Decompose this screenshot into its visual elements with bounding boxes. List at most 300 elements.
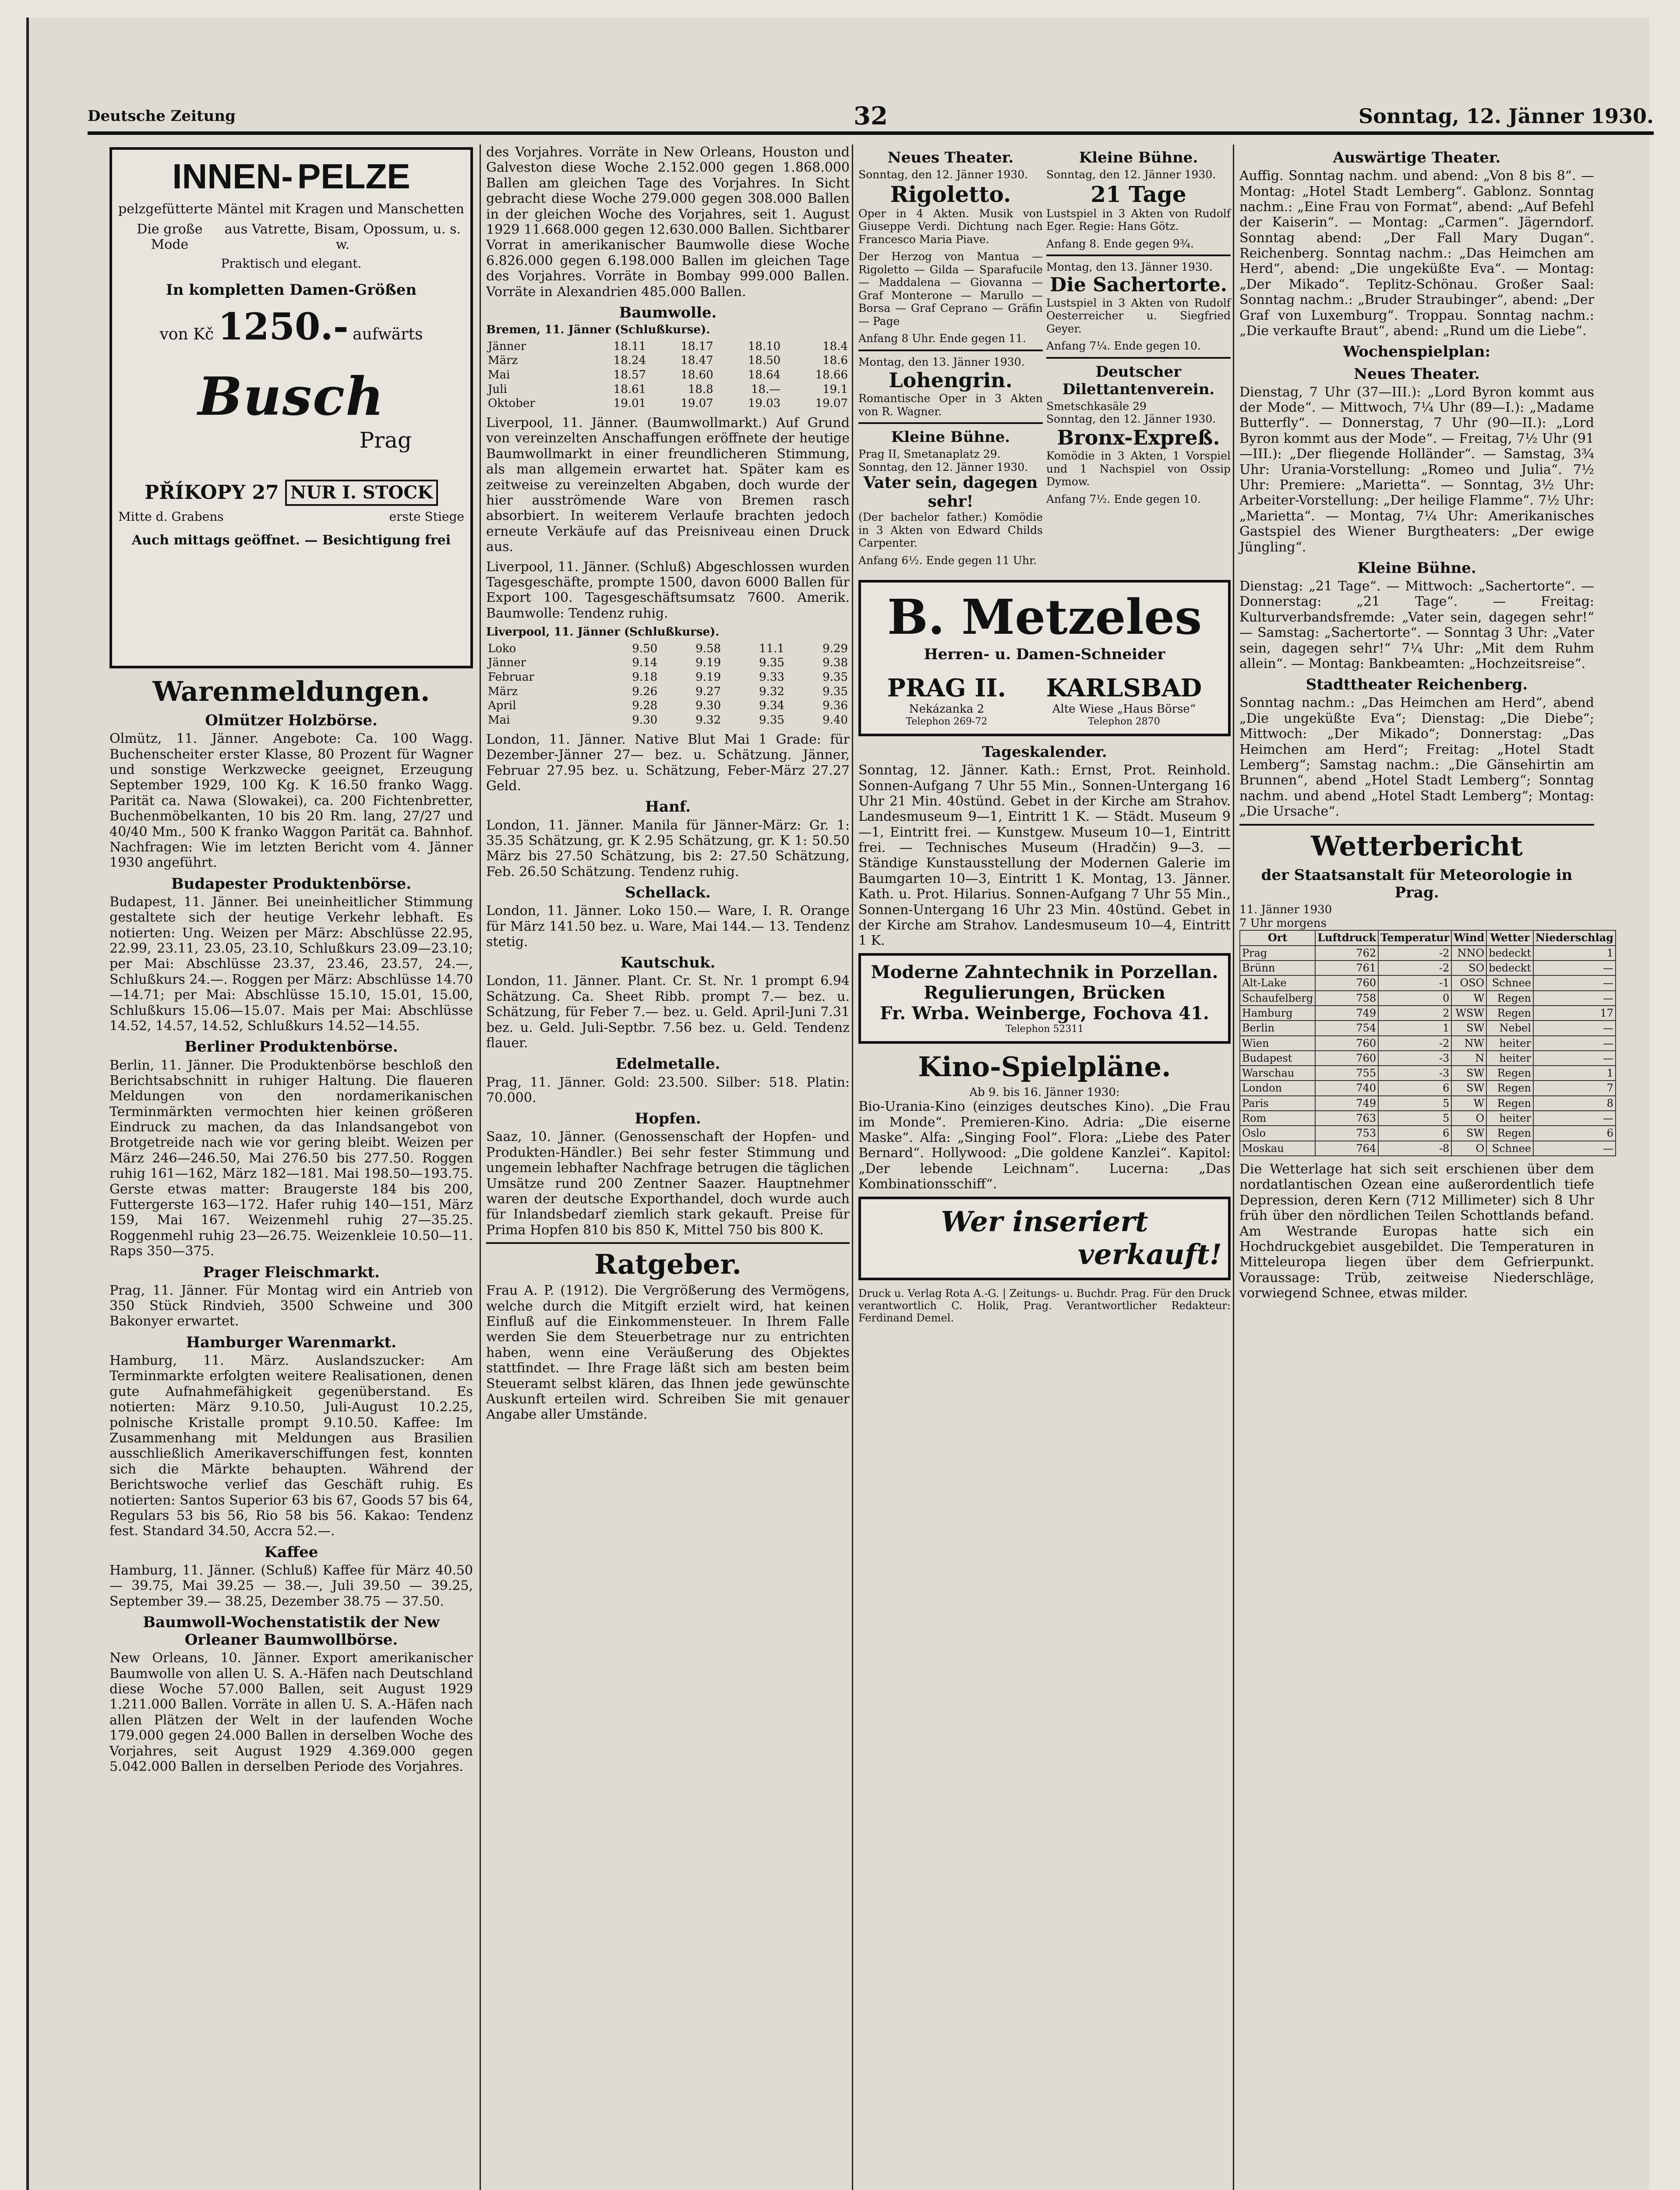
table-cell: 18.17 (681, 339, 713, 353)
article-text: Budapest, 11. Jänner. Bei uneinheitlicher Stimmung gestaltete sich der heutige Verkehr lebhaft. Es notierten: Ung. Weizen per März: Abschlüsse 22.95, 22.99, 23.11, 23.05, 23.10, Schlußkurs 23.09—23.10; per Mai: Abschlüsse 23.37, 23.46, 23.57, 24.—, Schlußkurs 24.—. Roggen per März: Abschlüsse 14.70—14.71; per Mai: Abschlüsse 15.10, 15.01, 15.00, Schlußkurs 15.06—15.07. Mais per Mai: Abschlüsse 14.52, 14.57, 14.52, Schlußkurs 14.52—14.55. (109, 894, 473, 1034)
table-row (1240, 1081, 1616, 1095)
table-cell: Schnee (1486, 975, 1533, 990)
ad-line: Moderne Zahntechnik in Porzellan. Regulierungen, Brücken (871, 961, 1218, 1003)
table-cell: 0 (1378, 991, 1451, 1006)
table-row (486, 670, 850, 685)
table-cell: 761 (1315, 961, 1378, 975)
table-cell: heiter (1486, 1051, 1533, 1066)
table-cell: 18.61 (613, 382, 646, 396)
page-header (88, 101, 1654, 135)
table-cell: O (1451, 1111, 1486, 1126)
theater-date: Sonntag, den 12. Jänner 1930. (1046, 413, 1216, 426)
ad-subtitle: Herren- u. Damen-Schneider (924, 646, 1165, 664)
table-row (1240, 1036, 1616, 1051)
table-cell: 18.50 (748, 354, 781, 367)
ad-line: aus Vatrette, Bisam, Opossum, u. s. w. (224, 221, 461, 253)
theater-info: Romantische Oper in 3 Akten von R. Wagner. (858, 392, 1043, 418)
table-cell: Paris (1240, 1096, 1315, 1111)
table-cell: 1 (1533, 946, 1616, 961)
article-text: Sonntag nachm.: „Das Heimchen am Herd“, abend „Die ungeküßte Eva“; Dienstag: „Die Diebe“; Mittwoch: „Der Mikado“; Donnerstag: „Das Heimchen am Herd“; Freitag: „Hotel Stadt Lemberg“; Samstag nachm.: „Die Gänsehirtin am Brunnen“, abend „Hotel Stadt Lemberg“; Sonntag nachm. und abend „Hotel Stadt Lemberg“; Montag: „Die Ursache“. (1239, 695, 1594, 819)
section-title: Ratgeber. (594, 1248, 741, 1281)
article-text: Liverpool, 11. Jänner. (Schluß) Abgeschlossen wurden Tagesgeschäfte, prompte 1500, davon 6000 Ballen für Export 100. Tagesgeschäftsumsatz 7600. Amerik. Baumwolle: Tendenz ruhig. (486, 559, 850, 621)
table-cell: Mai (488, 714, 510, 727)
table-cell: 754 (1315, 1021, 1378, 1035)
table-cell: 9.35 (759, 714, 785, 727)
header-page-number: 32 (854, 102, 888, 131)
table-cell: 9.34 (759, 699, 785, 713)
table-cell: Loko (488, 642, 516, 655)
weather-date: 11. Jänner 1930 (1239, 903, 1332, 916)
theater-play: 21 Tage (1091, 181, 1186, 207)
table-cell: Regen (1486, 1126, 1533, 1141)
table-cell: 5 (1378, 1111, 1451, 1126)
subsection-title: Hamburger Warenmarkt. (186, 1333, 397, 1351)
table-cell: SW (1451, 1126, 1486, 1141)
theater-programs (858, 145, 1231, 567)
ad-city: KARLSBAD (1046, 674, 1202, 703)
subsection-title: Kautschuk. (620, 954, 716, 972)
article-text: Hamburg, 11. März. Auslandszucker: Am Terminmarkte erfolgten weitere Realisationen, denen gute Aufnahmefähigkeit gegenüberstand. Es notierten: März 9.10.50, Juli-August 10.2.25, polnische Kristalle prompt 9.10.50. Kaffee: Im Zusammenhang mit Meldungen aus Brasilien ausschließlich Amerikaverschiffungen fest, konnten sich die Märkte behaupten. Während der Berichtswoche verlief das Geschäft ruhig. Es notierten: Santos Superior 63 bis 67, Goods 57 bis 64, Regulars 53 bis 56, Rio 58 bis 56. Kakao: Tendenz fest. Standard 34.50, Accra 52.—. (109, 1353, 473, 1539)
table-cell: -2 (1378, 946, 1451, 961)
theater-begin: Anfang 6½. Ende gegen 11 Uhr. (858, 554, 1037, 567)
weather-title: Wetterbericht (1311, 830, 1523, 862)
table-cell: Regen (1486, 991, 1533, 1006)
ad-address: Nekázanka 2 (909, 703, 985, 716)
table-cell: O (1451, 1141, 1486, 1156)
table-cell: 11.1 (759, 642, 785, 655)
table-cell: 18.8 (688, 382, 713, 396)
table-cell: — (1533, 1111, 1616, 1126)
column-divider (852, 145, 853, 2190)
theater-play: Lohengrin. (889, 368, 1013, 392)
divider (1046, 357, 1231, 359)
table-cell: W (1451, 991, 1486, 1006)
article-text: Berlin, 11. Jänner. Die Produktenbörse beschloß den Berichtsabschnitt in ruhiger Haltung. Die flaueren Meldungen von den nordamerikanischen Terminmärkten vermochten hier keinen größeren Eindruck zu machen, da das Inlandsangebot von Brotgetreide nach wie vor gering bleibt. Weizen per März 246—246.50, Mai 276.50 bis 277.50. Roggen ruhig 161—162, März 182—181. Mai 198.50—193.75. Gerste etwas matter: Braugerste 184 bis 200, Futtergerste 163—172. Hafer ruhig 140—151, März 159, Mai 167. Weizenmehl ruhig 27—35.25. Roggenmehl ruhig 23—26.75. Weizenkleie 10.50—11. Raps 350—375. (109, 1057, 473, 1259)
theater-info: Oper in 4 Akten. Musik von Giuseppe Verdi. Dichtung nach Francesco Maria Piave. (858, 207, 1043, 246)
table-header: Wind (1451, 930, 1486, 945)
table-row (486, 396, 850, 411)
table-cell: 8 (1533, 1096, 1616, 1111)
table-cell: OSO (1451, 975, 1486, 990)
table-cell: heiter (1486, 1036, 1533, 1051)
theater-info: Komödie in 3 Akten, 1 Vorspiel und 1 Nachspiel von Ossip Dymow. (1046, 449, 1231, 488)
table-cell: 9.14 (632, 656, 658, 670)
table-cell: 9.30 (695, 699, 721, 713)
table-cell: 9.26 (632, 685, 658, 698)
ad-title-pelze: PELZE (297, 157, 410, 196)
theater-date: Montag, den 13. Jänner 1930. (1046, 261, 1213, 274)
ad-phone: Telephon 269-72 (906, 716, 988, 728)
table-cell: Brünn (1240, 961, 1315, 975)
table-cell: Moskau (1240, 1141, 1315, 1156)
subsection-title: Hanf. (645, 798, 691, 816)
table-cell: Prag (1240, 946, 1315, 961)
subsection-title: Prager Fleischmarkt. (203, 1263, 380, 1281)
table-cell: London (1240, 1081, 1315, 1095)
column-divider (1233, 145, 1234, 2190)
column-4 (1239, 145, 1614, 2190)
table-cell: SW (1451, 1021, 1486, 1035)
table-cell: 9.40 (822, 714, 848, 727)
ad-title-innen: INNEN- (172, 157, 293, 196)
article-text: Dienstag, 7 Uhr (37—III.): „Lord Byron kommt aus der Mode“. — Mittwoch, 7¼ Uhr (89—I.): „Madame Butterfly“. — Donnerstag, 7 Uhr (90—II.): „Lord Byron kommt aus der Mode“. — Freitag, 7½ Uhr (91—III.): „Der fliegende Holländer“. — Samstag, 3¾ Uhr: Urania-Vorstellung: „Romeo und Julia“. 7½ Uhr: Premiere: „Marietta“. — Sonntag, 3½ Uhr: Arbeiter-Vorstellung: „Der heilige Flamme“. 7½ Uhr: „Marietta“. — Montag, 7¼ Uhr: Amerikanisches Gastspiel des Wiener Burgtheaters: „Der ewige Jüngling“. (1239, 384, 1594, 555)
table-cell: 755 (1315, 1066, 1378, 1081)
article-text: London, 11. Jänner. Loko 150.— Ware, I. R. Orange für März 141.50 bez. u. Ware, Mai 144.— 13. Tendenz stetig. (486, 903, 850, 950)
table-row (1240, 1066, 1616, 1081)
table-row (486, 368, 850, 382)
table-row (1240, 1021, 1616, 1035)
table-row (486, 339, 850, 354)
theater-date: Sonntag, den 12. Jänner 1930. (858, 460, 1028, 473)
ad-city: PRAG II. (887, 674, 1006, 703)
table-cell: 5 (1378, 1096, 1451, 1111)
table-cell: 9.35 (822, 685, 848, 698)
table-cell: 7 (1533, 1081, 1616, 1095)
ad-floor: NUR I. STOCK (285, 480, 438, 505)
table-cell: SW (1451, 1081, 1486, 1095)
zahntechnik-ad (858, 953, 1231, 1044)
table-cell: 758 (1315, 991, 1378, 1006)
column-1 (109, 145, 473, 2190)
table-cell: Schaufelberg (1240, 991, 1315, 1006)
theater-play: Rigoletto. (890, 181, 1011, 207)
table-cell: 19.03 (748, 397, 781, 410)
table-cell: 9.18 (632, 671, 658, 684)
subsection-title: Kleine Bühne. (1357, 559, 1476, 577)
table-cell: — (1533, 1051, 1616, 1066)
weather-subtitle: der Staatsanstalt für Meteorologie in Prag. (1261, 866, 1573, 901)
theater-begin: Anfang 7½. Ende gegen 10. (1046, 492, 1201, 505)
column-2 (486, 145, 850, 2190)
column-divider (480, 145, 481, 2190)
theater-info: Lustspiel in 3 Akten von Rudolf Eger. Regie: Hans Götz. (1046, 207, 1231, 233)
subsection-title: Olmützer Holzbörse. (205, 712, 378, 730)
theater-title: Neues Theater. (887, 149, 1014, 166)
table-cell: 18.10 (748, 339, 781, 353)
theater-date: Sonntag, den 12. Jänner 1930. (1046, 168, 1216, 181)
table-cell: — (1533, 1036, 1616, 1051)
section-title: Warenmeldungen. (152, 675, 430, 707)
table-cell: 9.28 (632, 699, 658, 713)
ad-stairs: erste Stiege (389, 509, 464, 524)
ad-line: verkauft! (1077, 1238, 1222, 1272)
table-cell: 6 (1533, 1126, 1616, 1141)
table-cell: SW (1451, 1066, 1486, 1081)
subsection-title: Schellack. (625, 884, 711, 902)
ad-price-prefix: von Kč (159, 325, 214, 343)
weather-time: 7 Uhr morgens (1239, 916, 1327, 930)
table-cell: Wien (1240, 1036, 1315, 1051)
table-cell: 9.58 (695, 642, 721, 655)
price-table-bremen (486, 339, 850, 411)
busch-fur-ad (109, 147, 473, 668)
table-cell: SO (1451, 961, 1486, 975)
article-text: New Orleans, 10. Jänner. Export amerikanischer Baumwolle von allen U. S. A.-Häfen nach Deutschland diese Woche 57.000 Ballen, seit August 1929 1.211.000 Ballen. Vorräte in allen U. S. A.-Häfen nach allen Plätzen der Welt in der laufenden Woche 179.000 gegen 24.000 Ballen in derselben Woche des Vorjahres, seit August 1929 4.369.000 gegen 5.042.000 Ballen in derselben Periode des Vorjahres. (109, 1650, 473, 1774)
table-cell: bedeckt (1486, 961, 1533, 975)
table-cell: 18.— (751, 382, 781, 396)
ad-address: Alte Wiese „Haus Börse“ (1052, 703, 1196, 716)
table-cell: Juli (488, 382, 507, 396)
section-title: Auswärtige Theater. (1333, 149, 1501, 166)
table-header: Niederschlag (1533, 930, 1616, 945)
table-row (486, 685, 850, 699)
table-cell: -2 (1378, 961, 1451, 975)
table-cell: NW (1451, 1036, 1486, 1051)
article-text: Bio-Urania-Kino (einziges deutsches Kino). „Die Frau im Monde“. Premieren-Kino. Adria: „Die eiserne Maske“. Alfa: „Singing Fool“. Flora: „Liebe des Pater Bernard“. Hollywood: „Die goldene Kanzlei“. Kapitol: „Der lebende Leichnam“. Lucerna: „Das Kombinationsschiff“. (858, 1099, 1231, 1192)
table-cell: 19.07 (681, 397, 713, 410)
table-cell: 762 (1315, 946, 1378, 961)
table-cell: 1 (1533, 1066, 1616, 1081)
table-row (1240, 1111, 1616, 1126)
ad-city: Prag (359, 427, 412, 453)
subsection-title: Budapester Produktenbörse. (171, 875, 412, 893)
table-cell: Hamburg (1240, 1006, 1315, 1021)
table-title: Bremen, 11. Jänner (Schlußkurse). (486, 323, 710, 337)
ad-phone: Telephon 52311 (1005, 1024, 1084, 1035)
table-cell: 9.32 (695, 714, 721, 727)
table-cell: — (1533, 961, 1616, 975)
table-cell: 18.4 (822, 339, 848, 353)
table-cell: Warschau (1240, 1066, 1315, 1081)
theater-play: Bronx-Expreß. (1057, 425, 1220, 449)
theater-play: Die Sachertorte. (1050, 273, 1227, 296)
article-text: Saaz, 10. Jänner. (Genossenschaft der Hopfen- und Produkten-Händler.) Bei sehr fester Stimmung und ungemein lebhafter Nachfrage betrugen die täglichen Umsätze rund 200 Zentner Saazer. Hauptnehmer waren der deutsche Exporthandel, doch wurde auch für Inlandsbedarf ziemlich stark gekauft. Preise für Prima Hopfen 810 bis 850 K, Mittel 750 bis 800 K. (486, 1129, 850, 1238)
table-row (486, 382, 850, 397)
table-cell: heiter (1486, 1111, 1533, 1126)
header-date: Sonntag, 12. Jänner 1930. (1358, 104, 1654, 128)
table-cell: 18.60 (681, 368, 713, 382)
subsection-title: Edelmetalle. (615, 1055, 720, 1073)
table-header: Ort (1240, 930, 1315, 945)
ad-price: 1250.- (218, 304, 349, 348)
table-cell: 9.35 (822, 671, 848, 684)
table-cell: 18.64 (748, 368, 781, 382)
table-row (1240, 1006, 1616, 1021)
column-3 (858, 145, 1231, 2190)
theater-begin: Anfang 8 Uhr. Ende gegen 11. (858, 332, 1026, 345)
table-cell: April (488, 699, 516, 713)
table-cell: Februar (488, 671, 534, 684)
table-cell: — (1533, 1021, 1616, 1035)
article-text: London, 11. Jänner. Native Blut Mai 1 Grade: für Dezember-Jänner 27— bez. u. Schätzung. Jänner, Februar 27.95 bez. u. Schätzung, Feber-März 27.27 Geld. (486, 731, 850, 794)
table-cell: Oktober (488, 397, 535, 410)
ad-line: Die große Mode (137, 221, 203, 253)
section-title: Tageskalender. (982, 743, 1107, 761)
table-cell: NNO (1451, 946, 1486, 961)
ad-near: Mitte d. Grabens (118, 509, 224, 524)
table-cell: Schnee (1486, 1141, 1533, 1156)
weather-table (1239, 930, 1616, 1156)
ad-price-suffix: aufwärts (353, 325, 423, 343)
table-cell: 9.32 (759, 685, 785, 698)
table-cell: Alt-Lake (1240, 975, 1315, 990)
table-cell: 9.30 (632, 714, 658, 727)
table-cell: 749 (1315, 1006, 1378, 1021)
table-row (1240, 975, 1616, 990)
inserat-ad (858, 1197, 1231, 1280)
article-text: Sonntag, 12. Jänner. Kath.: Ernst, Prot. Reinhold. Sonnen-Aufgang 7 Uhr 55 Min., Sonnen-Untergang 16 Uhr 21 Min. 40stünd. Gebet in der Kirche am Strahov. Landesmuseum 9—1, Eintritt 1 K. — Städt. Museum 9—1, Eintritt frei. — Kunstgew. Museum 10—1, Eintritt frei. — Technisches Museum (Hradčin) 9—3. — Ständige Kunstausstellung der Modernen Galerie im Baumgarten 10—3, Eintritt 1 K. Montag, 13. Jänner. Kath. u. Prot. Hilarius. Sonnen-Aufgang 7 Uhr 55 Min., Sonnen-Untergang 16 Uhr 23 Min. 40stünd. Gebet in der Kirche am Strahov. Landesmuseum 10—4, Eintritt 1 K. (858, 763, 1231, 949)
theater-date: Montag, den 13. Jänner 1930. (858, 355, 1025, 368)
theater-info: (Der bachelor father.) Komödie in 3 Akten von Edward Childs Carpenter. (858, 511, 1043, 550)
table-cell: Regen (1486, 1066, 1533, 1081)
table-row (486, 656, 850, 670)
table-row (486, 353, 850, 368)
table-row (1240, 1126, 1616, 1141)
table-cell: 9.35 (759, 656, 785, 670)
theater-cast: Der Herzog von Mantua — Rigoletto — Gilda — Sparafucile — Maddalena — Giovanna — Graf Monterone — Marullo — Borsa — Graf Ceprano — Gräfin — Page (858, 250, 1043, 328)
table-cell: Oslo (1240, 1126, 1315, 1141)
subsection-title: Baumwolle. (619, 304, 717, 321)
table-cell: März (488, 685, 518, 698)
subsection-title: Hopfen. (635, 1110, 701, 1128)
table-cell: 18.66 (815, 368, 848, 382)
table-cell: 17 (1533, 1006, 1616, 1021)
article-text: Hamburg, 11. Jänner. (Schluß) Kaffee für März 40.50 — 39.75, Mai 39.25 — 38.—, Juli 39.50 — 39.25, September 39.— 38.25, Dezember 38.75 — 37.50. (109, 1562, 473, 1609)
table-cell: -2 (1378, 1036, 1451, 1051)
article-text: Olmütz, 11. Jänner. Angebote: Ca. 100 Wagg. Buchenscheiter erster Klasse, 80 Prozent für Wagner und sonstige Werkzwecke geeignet, Erzeugung September 1929, 100 Kg. K 16.50 franko Wagg. Parität ca. Nawa (Slowakei), ca. 200 Fichtenbretter, Buchenmöbelkanten, 10 bis 20 Rm. lang, 27/27 und 40/40 Mm., 500 K franko Waggon Parität ca. Bahnhof. Nachfragen: Wie im letzten Bericht vom 4. Jänner 1930 angeführt. (109, 731, 473, 871)
subsection-title: Berliner Produktenbörse. (184, 1038, 398, 1056)
table-cell: 764 (1315, 1141, 1378, 1156)
table-cell: 19.07 (815, 397, 848, 410)
table-cell: Budapest (1240, 1051, 1315, 1066)
ad-brand-busch: Busch (198, 365, 385, 427)
table-cell: Mai (488, 368, 510, 382)
header-paper-name: Deutsche Zeitung (88, 107, 236, 125)
divider (486, 1242, 850, 1244)
article-text: Liverpool, 11. Jänner. (Baumwollmarkt.) Auf Grund von vereinzelten Anschaffungen eröffnete der heutige Baumwollmarkt in einer freundlicheren Stimmung, als man allgemein erwartet hat. Später kam es zeitweise zu vereinzelten Abgaben, doch wurde der hier ausströmende Ware von Bremen rasch absorbiert. In weiterem Verlaufe brachten jedoch erneute Verkäufe auf das Preisniveau einen Druck aus. (486, 415, 850, 555)
article-text: des Vorjahres. Vorräte in New Orleans, Houston und Galveston diese Woche 2.152.000 gegen 1.868.000 Ballen am gleichen Tage des Vorjahres. In Sicht gebracht diese Woche 279.000 gegen 308.000 Ballen in der gleichen Woche des Vorjahres, seit 1. August 1929 11.668.000 gegen 12.630.000 Ballen. Sichtbarer Vorrat in amerikanischer Baumwolle diese Woche 6.826.000 gegen 6.198.000 Ballen im gleichen Tage des Vorjahres. Vorräte in Bombay 999.000 Ballen. Vorräte in Alexandrien 485.000 Ballen. (486, 145, 850, 300)
table-cell: 740 (1315, 1081, 1378, 1095)
table-cell: W (1451, 1096, 1486, 1111)
table-cell: — (1533, 975, 1616, 990)
table-cell: 753 (1315, 1126, 1378, 1141)
table-row (1240, 946, 1616, 961)
table-cell: 1 (1378, 1021, 1451, 1035)
table-row (1240, 1051, 1616, 1066)
table-cell: Regen (1486, 1081, 1533, 1095)
table-cell: WSW (1451, 1006, 1486, 1021)
metzeles-ad (858, 580, 1231, 736)
table-cell: 9.27 (695, 685, 721, 698)
theater-title: Kleine Bühne. (1079, 149, 1198, 166)
table-row (1240, 991, 1616, 1006)
subsection-title: Baumwoll-Wochenstatistik der New Orleaner Baumwollbörse. (143, 1613, 440, 1649)
table-cell: 9.50 (632, 642, 658, 655)
table-row (1240, 1141, 1616, 1156)
subsection-title: Stadttheater Reichenberg. (1306, 676, 1528, 694)
table-cell: 9.29 (822, 642, 848, 655)
article-text: Prag, 11. Jänner. Für Montag wird ein Antrieb von 350 Stück Rindvieh, 3500 Schweine und 300 Bakonyer erwartet. (109, 1282, 473, 1329)
ad-note: Auch mittags geöffnet. — Besichtigung frei (131, 532, 451, 548)
theater-play: Vater sein, dagegen sehr! (863, 473, 1038, 511)
table-row (486, 642, 850, 656)
table-cell: 760 (1315, 975, 1378, 990)
ad-line: Wer inseriert (941, 1205, 1148, 1238)
ad-line: Fr. Wrba. Weinberge, Fochova 41. (880, 1003, 1209, 1024)
divider (1239, 824, 1594, 826)
table-cell: -8 (1378, 1141, 1451, 1156)
kino-dates: Ab 9. bis 16. Jänner 1930: (969, 1085, 1120, 1099)
ad-line: Praktisch und elegant. (221, 256, 362, 271)
subsection-title: Neues Theater. (1354, 365, 1480, 383)
table-cell: März (488, 354, 518, 367)
theater-date: Sonntag, den 12. Jänner 1930. (858, 168, 1028, 181)
theater-title: Kleine Bühne. (891, 428, 1010, 446)
ad-line: pelzgefütterte Mäntel (118, 201, 264, 217)
section-title: Kino-Spielpläne. (918, 1051, 1171, 1083)
table-row (486, 713, 850, 728)
divider (858, 422, 1043, 424)
table-row (486, 699, 850, 713)
table-header: Wetter (1486, 930, 1533, 945)
table-cell: 2 (1378, 1006, 1451, 1021)
theater-begin: Anfang 7¼. Ende gegen 10. (1046, 339, 1201, 353)
table-cell: 9.36 (822, 699, 848, 713)
table-cell: 18.6 (822, 354, 848, 367)
table-cell: 9.38 (822, 656, 848, 670)
table-cell: 763 (1315, 1111, 1378, 1126)
table-cell: 6 (1378, 1126, 1451, 1141)
ad-line: In kompletten Damen-Größen (166, 281, 417, 299)
table-cell: 18.47 (681, 354, 713, 367)
table-cell: 9.33 (759, 671, 785, 684)
ad-phone: Telephon 2870 (1088, 716, 1160, 728)
table-header: Temperatur (1378, 930, 1451, 945)
kleine-buehne-listing (1046, 145, 1231, 567)
imprint: Druck u. Verlag Rota A.-G. | Zeitungs- u. Buchdr. Prag. Für den Druck verantwortlich C. Holik, Prag. Verantwortlicher Redakteur: Ferdinand Demel. (858, 1287, 1231, 1325)
table-cell: 19.01 (613, 397, 646, 410)
ad-name: B. Metzeles (887, 589, 1202, 646)
table-cell: 9.19 (695, 671, 721, 684)
article-text: Prag, 11. Jänner. Gold: 23.500. Silber: 518. Platin: 70.000. (486, 1074, 850, 1106)
table-cell: 760 (1315, 1036, 1378, 1051)
theater-place: Smetschkasäle 29 (1046, 399, 1147, 413)
table-cell: -3 (1378, 1051, 1451, 1066)
table-row (1240, 961, 1616, 975)
article-text: Auffig. Sonntag nachm. und abend: „Von 8 bis 8“. — Montag: „Hotel Stadt Lemberg“. Gablonz. Sonntag nachm.: „Eine Frau von Format“, abend: „Auf Befehl der Kaiserin“. — Montag: „Carmen“. Jägerndorf. Sonntag abend: „Der Fall Mary Dugan“. Reichenberg. Sonntag nachm.: „Das Heimchen am Herd“, abend: „Die ungeküßte Eva“. — Montag: „Der Mikado“. Teplitz-Schönau. Großer Saal: Sonntag nachm.: „Bruder Straubinger“, abend: „Der Graf von Luxemburg“. Troppau. Sonntag nachm.: „Die verkaufte Braut“, abend: „Rund um die Liebe“. (1239, 168, 1594, 339)
ad-street: PŘÍKOPY 27 (145, 481, 279, 504)
table-cell: — (1533, 991, 1616, 1006)
table-cell: Jänner (488, 656, 526, 670)
table-title: Liverpool, 11. Jänner (Schlußkurse). (486, 625, 720, 639)
neues-theater-listing (858, 145, 1043, 567)
table-cell: 749 (1315, 1096, 1378, 1111)
table-cell: 18.24 (613, 354, 646, 367)
table-cell: 9.19 (695, 656, 721, 670)
weather-text: Die Wetterlage hat sich seit erschienen über dem nordatlantischen Ozean eine außerordentlich tiefe Depression, deren Kern (712 Millimeter) sich 8 Uhr früh über den nördlichen Teilen Schottlands befand. Am Westrande Europas hatte sich ein Hochdruckgebiet ausgebildet. Die Temperaturen in Mitteleuropa liegen über dem Gefrierpunkt. Voraussage: Trüb, zeitweise Niederschläge, vorwiegend Schnee, etwas milder. (1239, 1162, 1594, 1301)
table-cell: — (1533, 1141, 1616, 1156)
table-cell: Nebel (1486, 1021, 1533, 1035)
theater-info: Lustspiel in 3 Akten von Rudolf Oesterreicher u. Siegfried Geyer. (1046, 296, 1231, 335)
theater-title: Deutscher Dilettantenverein. (1062, 363, 1215, 398)
table-header: Luftdruck (1315, 930, 1378, 945)
divider (1046, 254, 1231, 256)
article-text: Frau A. P. (1912). Die Vergrößerung des Vermögens, welche durch die Mitgift erzielt wird, hat keinen Einfluß auf die Einkommensteuer. In Ihrem Falle werden Sie dem Steuerbetrage nur zu entrichten haben, wenn eine Veräußerung des Objektes stattfindet. — Ihre Frage läßt sich am besten beim Steueramt selbst klären, das Ihnen jede gewünschte Auskunft erteilen wird. Schreiben Sie mit genauer Angabe aller Umstände. (486, 1283, 850, 1423)
table-cell: -3 (1378, 1066, 1451, 1081)
article-text: London, 11. Jänner. Manila für Jänner-März: Gr. 1: 35.35 Schätzung, gr. K 2.95 Schätzung, gr. K 1: 50.50 März bis 27.50 Schätzung, bis 2: 27.50 Schätzung, Feb. 26.50 Schätzung. Tendenz ruhig. (486, 817, 850, 880)
subsection-title: Kaffee (264, 1543, 318, 1561)
theater-place: Prag II, Smetanaplatz 29. (858, 448, 1001, 461)
table-cell: 18.57 (613, 368, 646, 382)
table-cell: 18.11 (613, 339, 646, 353)
section-title: Wochenspielplan: (1343, 343, 1491, 361)
table-cell: Jänner (488, 339, 526, 353)
article-text: London, 11. Jänner. Plant. Cr. St. Nr. 1 prompt 6.94 Schätzung. Ca. Sheet Ribb. prompt 7.— bez. u. Schätzung, für Feber 7.— bez. u. Geld. April-Juni 7.31 bez. u. Geld. Juli-Septbr. 7.56 bez. u. Geld. Tendenz flauer. (486, 973, 850, 1051)
ad-line: mit Kragen und Manschetten (269, 201, 464, 217)
table-cell: 760 (1315, 1051, 1378, 1066)
theater-begin: Anfang 8. Ende gegen 9¾. (1046, 237, 1194, 250)
table-cell: 6 (1378, 1081, 1451, 1095)
